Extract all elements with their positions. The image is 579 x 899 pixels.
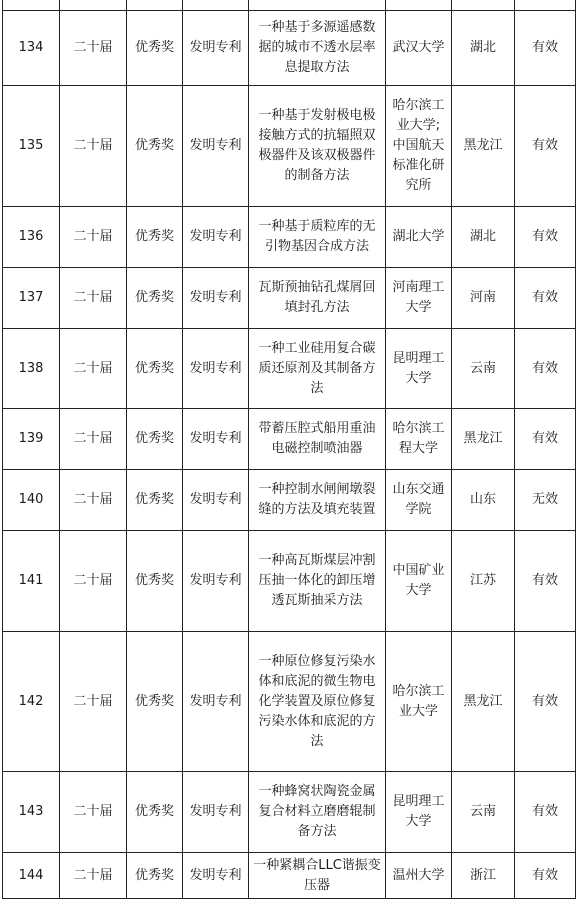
cell-patent-name-line: 一种蜂窝状陶瓷金属 [258,784,376,799]
cell-award: 优秀奖 [127,268,183,329]
cell-organization-line: 湖北大学 [392,229,445,244]
cell-organization-line: 昆明理工 [392,794,445,809]
cell-session: 二十届 [60,409,127,470]
cell-organization [386,772,452,853]
cell-region: 黑龙江 [452,409,515,470]
cell-patent-name-line: 一种基于多源遥感数 [258,20,376,35]
cell-patent-name [249,470,386,531]
table-body [3,0,576,899]
cell-patent-name-line: 透瓦斯抽采方法 [271,593,363,608]
cell-patent-name-line: 质还原剂及其制备方 [258,360,376,376]
cell-award: 优秀奖 [127,329,183,409]
cell-session: 二十届 [60,207,127,268]
cell-patent-name-line: 一种高瓦斯煤层冲割 [258,553,376,568]
cell-organization-line: 哈尔滨工 [392,683,445,699]
cell-organization-line: 大学 [405,583,432,598]
cell-number: 140 [3,470,60,531]
cell-patent-name [249,268,386,329]
cell-organization-line: 温州大学 [392,867,445,883]
cell-status: 有效 [515,853,576,899]
cell-session: 二十届 [60,853,127,899]
cell-session: 二十届 [60,632,127,772]
cell-organization [386,11,452,86]
cell-number: 142 [3,632,60,772]
cell-patent-name-line: 体和底泥的微生物电 [258,673,376,689]
cell-status: 有效 [515,86,576,207]
cell-organization [386,632,452,772]
cell-region: 黑龙江 [452,86,515,207]
cell-organization [386,853,452,899]
table-row [3,772,576,853]
table-row [3,853,576,899]
cell-patent-type: 发明专利 [183,11,249,86]
cell-patent-type: 发明专利 [183,531,249,632]
cell-patent-name-line: 一种基于质粒库的无 [258,219,376,234]
cell-patent-type: 发明专利 [183,470,249,531]
table-row [3,632,576,772]
cell-number: 136 [3,207,60,268]
cell-organization-line: 哈尔滨工 [392,421,445,436]
cell-organization [386,409,452,470]
cell-patent-name [249,409,386,470]
table-row [3,409,576,470]
cell-status: 有效 [515,329,576,409]
table-row [3,531,576,632]
cell-session: 二十届 [60,470,127,531]
table-row [3,11,576,86]
cell-patent-type: 发明专利 [183,772,249,853]
cell-region: 江苏 [452,531,515,632]
table-row [3,86,576,207]
cell-organization-line: 山东交通 [392,482,445,497]
cell-session: 二十届 [60,531,127,632]
cell-patent-name-line: 的制备方法 [284,168,350,183]
cell-patent-type: 发明专利 [183,268,249,329]
cell-region: 山东 [452,470,515,531]
cell-number: 139 [3,409,60,470]
cell-patent-name-line: 一种原位修复污染水 [258,653,376,669]
cell-organization [386,531,452,632]
cell-patent-name-line: 备方法 [297,824,337,839]
cell-patent-name-line: 化学装置及原位修复 [258,693,376,709]
cell-patent-name-line: 带蓄压腔式船用重油 [258,421,376,436]
table-row [3,207,576,268]
cell-status: 有效 [515,409,576,470]
cell-status: 有效 [515,632,576,772]
cell-award: 优秀奖 [127,207,183,268]
cell-patent-name-line: 法 [310,733,324,749]
cell-region: 云南 [452,329,515,409]
cell-award: 优秀奖 [127,409,183,470]
cell-patent-name-line: 息提取方法 [284,60,350,75]
cell-organization-line: 中国矿业 [392,563,445,578]
cell-patent-type: 发明专利 [183,86,249,207]
cell-patent-name [249,86,386,207]
cell-session: 二十届 [60,86,127,207]
table-row [3,329,576,409]
cell-organization-line: 业大学; [396,118,441,133]
cell-award: 优秀奖 [127,772,183,853]
cell-number: 141 [3,531,60,632]
cell-patent-name-line: 极器件及该双极器件 [258,148,376,163]
cell-patent-name-line: 填封孔方法 [284,300,350,315]
cell-award: 优秀奖 [127,86,183,207]
cell-patent-name [249,853,386,899]
cell-region: 河南 [452,268,515,329]
cell-region: 湖北 [452,207,515,268]
cell-status: 有效 [515,207,576,268]
cell-status: 有效 [515,531,576,632]
cell-award: 优秀奖 [127,632,183,772]
cell-patent-type: 发明专利 [183,207,249,268]
cell-patent-name-line: 压器 [303,877,330,893]
cell-patent-name-line: 引物基因合成方法 [264,239,369,254]
cell-number: 138 [3,329,60,409]
table-row [3,268,576,329]
cell-patent-name-line: 一种控制水闸闸墩裂 [258,482,376,497]
cell-award: 优秀奖 [127,853,183,899]
cell-award: 优秀奖 [127,470,183,531]
cell-patent-name-line: 一种紧耦合LLC谐振变 [253,857,381,873]
cell-patent-name-line: 据的城市不透水层率 [258,40,376,55]
cell-organization-line: 大学 [405,370,432,386]
cell-number: 134 [3,11,60,86]
cell-patent-name-line: 复合材料立磨磨辊制 [258,804,376,819]
cell-patent-name-line: 压抽一体化的卸压增 [258,573,376,588]
cell-session: 二十届 [60,329,127,409]
cell-patent-name [249,632,386,772]
cell-region: 浙江 [452,853,515,899]
cell-patent-name-line: 一种基于发射极电极 [258,108,376,123]
cell-organization-line: 河南理工 [392,280,445,295]
cell-patent-name-line: 接触方式的抗辐照双 [258,128,376,143]
cell-organization-line: 标准化研 [392,158,445,173]
cell-organization-line: 哈尔滨工 [392,98,445,113]
cell-number: 144 [3,853,60,899]
cell-organization [386,207,452,268]
cell-patent-name-line: 电磁控制喷油器 [271,441,363,456]
cell-organization-line: 究所 [405,178,432,193]
cell-award: 优秀奖 [127,11,183,86]
cell-patent-name-line: 污染水体和底泥的方 [258,713,376,729]
cell-organization-line: 学院 [405,502,432,517]
cell-patent-name [249,329,386,409]
table-row-partial [3,0,576,11]
table-row [3,470,576,531]
cell-patent-name-line: 瓦斯预抽钻孔煤屑回 [258,280,376,295]
cell-status: 有效 [515,11,576,86]
cell-session: 二十届 [60,772,127,853]
cell-session: 二十届 [60,268,127,329]
cell-status: 无效 [515,470,576,531]
cell-number: 135 [3,86,60,207]
cell-patent-type: 发明专利 [183,632,249,772]
cell-number: 143 [3,772,60,853]
cell-organization-line: 业大学 [398,703,438,719]
cell-organization-line: 大学 [405,300,432,315]
cell-region: 湖北 [452,11,515,86]
cell-patent-type: 发明专利 [183,329,249,409]
cell-patent-name [249,772,386,853]
cell-region: 黑龙江 [452,632,515,772]
cell-patent-name [249,11,386,86]
cell-patent-name-line: 法 [310,380,324,396]
cell-patent-type: 发明专利 [183,409,249,470]
cell-patent-type: 发明专利 [183,853,249,899]
cell-organization-line: 大学 [405,814,432,829]
cell-organization [386,86,452,207]
cell-status: 有效 [515,268,576,329]
cell-region: 云南 [452,772,515,853]
cell-award: 优秀奖 [127,531,183,632]
patent-award-table [2,0,576,899]
cell-organization [386,329,452,409]
cell-organization [386,268,452,329]
cell-session: 二十届 [60,11,127,86]
cell-patent-name [249,531,386,632]
cell-organization-line: 中国航天 [392,138,445,153]
cell-number: 137 [3,268,60,329]
cell-organization [386,470,452,531]
cell-organization-line: 程大学 [398,441,438,456]
cell-patent-name-line: 一种工业硅用复合碳 [258,340,376,356]
cell-patent-name-line: 缝的方法及填充装置 [258,502,376,517]
cell-patent-name [249,207,386,268]
cell-organization-line: 昆明理工 [392,350,445,366]
cell-status: 有效 [515,772,576,853]
cell-organization-line: 武汉大学 [392,40,445,55]
